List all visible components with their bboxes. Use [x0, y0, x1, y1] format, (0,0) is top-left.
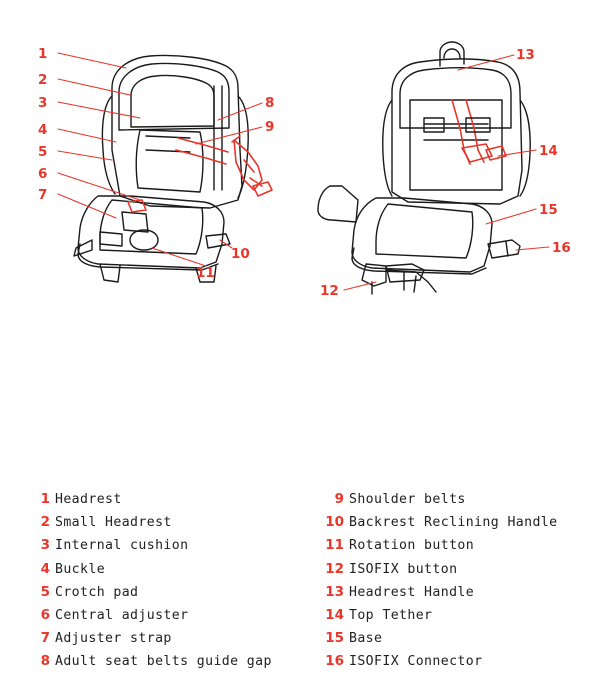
legend-label: Rotation button — [349, 538, 475, 554]
legend-item — [322, 627, 558, 650]
seat-right-view — [318, 42, 530, 294]
legend-label: Top Tether — [349, 607, 433, 623]
legend-number: 3 — [40, 537, 50, 554]
callout-9: 9 — [265, 119, 275, 135]
legend-item — [28, 488, 272, 511]
legend-item — [28, 604, 272, 627]
callout-2: 2 — [38, 72, 48, 88]
legend-item — [322, 488, 558, 511]
callout-8: 8 — [265, 95, 275, 111]
legend-label: Headrest — [55, 492, 122, 507]
leader-lines — [58, 53, 549, 290]
legend-item — [322, 650, 558, 673]
legend-label: Shoulder belts — [349, 492, 466, 507]
callout-10: 10 — [231, 246, 250, 262]
legend-label: Adjuster strap — [55, 631, 172, 647]
callout-12: 12 — [320, 283, 339, 299]
callout-3: 3 — [38, 95, 48, 111]
legend-column-left — [28, 488, 272, 674]
legend-item — [28, 627, 272, 650]
legend-number: 2 — [40, 514, 50, 531]
legend-label: Internal cushion — [55, 538, 189, 554]
legend-label: ISOFIX button — [349, 561, 458, 577]
legend-label: Backrest Reclining Handle — [349, 515, 558, 531]
legend-number: 12 — [325, 560, 344, 577]
legend-number: 13 — [325, 583, 344, 600]
legend-number: 8 — [40, 653, 50, 670]
legend-number: 16 — [325, 653, 344, 670]
legend-item — [322, 604, 558, 627]
legend-number: 14 — [325, 606, 344, 623]
legend-number: 11 — [325, 537, 344, 554]
legend-item — [322, 511, 558, 534]
callout-4: 4 — [38, 122, 48, 138]
legend-number: 6 — [40, 606, 50, 623]
legend-label: Base — [349, 631, 383, 647]
legend-item — [28, 650, 272, 673]
callout-7: 7 — [38, 187, 48, 203]
callout-6: 6 — [38, 166, 48, 182]
callout-5: 5 — [38, 144, 48, 160]
legend-label: Buckle — [55, 561, 106, 577]
legend-label: Crotch pad — [55, 584, 139, 600]
legend-label: Central adjuster — [55, 607, 189, 623]
legend-item — [28, 511, 272, 534]
legend-item — [28, 558, 272, 581]
legend-number: 10 — [325, 514, 344, 531]
legend-item — [28, 534, 272, 557]
callout-16: 16 — [552, 240, 571, 256]
legend-number: 5 — [40, 583, 50, 600]
legend-label: Small Headrest — [55, 515, 172, 531]
legend-item — [28, 581, 272, 604]
legend-number: 1 — [40, 491, 50, 507]
legend-label: Headrest Handle — [349, 584, 475, 600]
parts-legend — [0, 488, 601, 683]
callout-11: 11 — [196, 265, 215, 281]
legend-item — [322, 581, 558, 604]
legend-column-right — [322, 488, 558, 674]
callout-1: 1 — [38, 46, 48, 62]
callout-13: 13 — [516, 47, 535, 63]
legend-number: 4 — [40, 560, 50, 577]
callout-15: 15 — [539, 202, 558, 218]
legend-number: 7 — [40, 630, 50, 647]
legend-item — [322, 534, 558, 557]
legend-number: 15 — [325, 630, 344, 647]
legend-number: 9 — [334, 491, 344, 507]
legend-item — [322, 558, 558, 581]
legend-label: Adult seat belts guide gap — [55, 654, 272, 670]
callout-14: 14 — [539, 143, 558, 159]
legend-label: ISOFIX Connector — [349, 654, 483, 670]
